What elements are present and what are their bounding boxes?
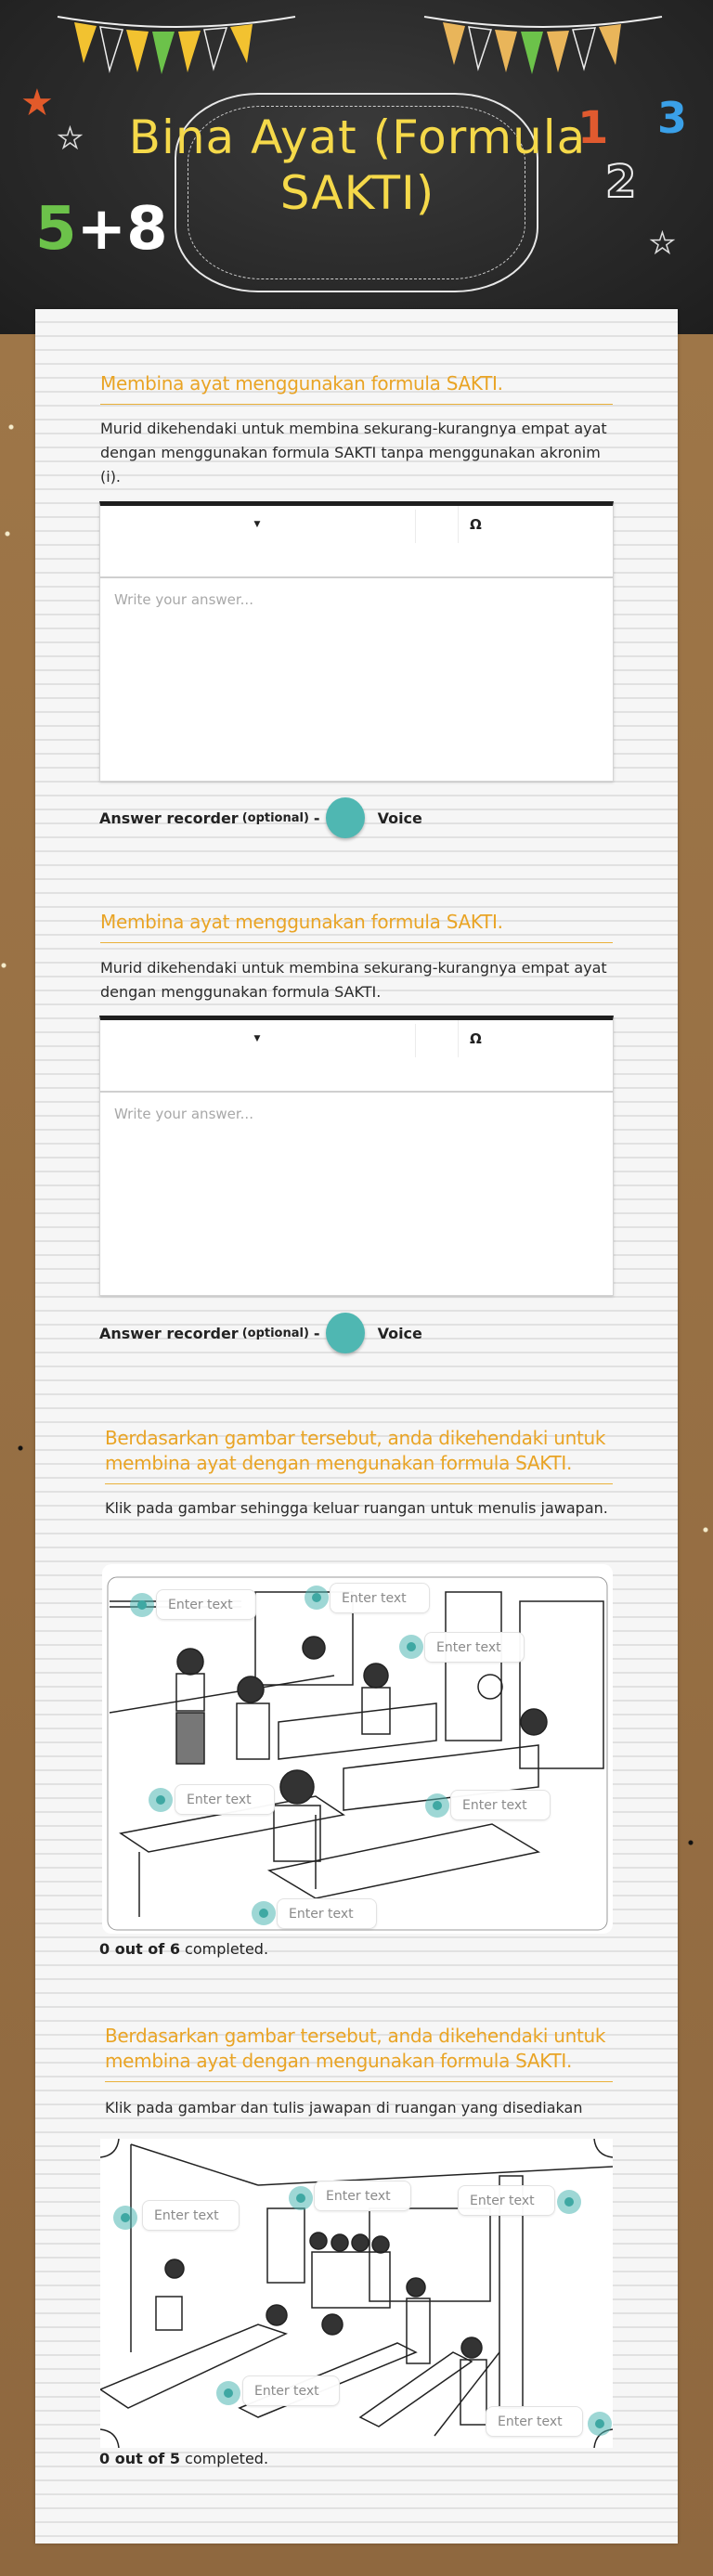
hotspot-marker[interactable] — [113, 2206, 137, 2230]
special-characters-button[interactable]: Ω — [470, 516, 482, 533]
question-3-description: Klik pada gambar sehingga keluar ruangan untuk menulis jawapan. — [105, 1499, 608, 1517]
progress-suffix: completed. — [179, 1940, 269, 1958]
hotspot-text-input[interactable]: Enter text — [486, 2406, 583, 2437]
editor-toolbar — [100, 1020, 613, 1093]
editor-toolbar — [100, 506, 613, 578]
question-4-title: Berdasarkan gambar tersebut, anda dikehendaki untuk membina ayat dengan mengunakan formula SAKTI. — [105, 2024, 613, 2082]
number-one-decoration: 1 — [577, 102, 609, 154]
hotspot-text-input[interactable]: Enter text — [314, 2181, 411, 2211]
recorder-dash: - — [313, 1324, 320, 1342]
question-1-description: Murid dikehendaki untuk membina sekurang-kurangnya empat ayat dengan menggunakan formula SAKTI tanpa menggunakan akronim (i). — [100, 420, 607, 485]
hotspot-marker[interactable] — [130, 1593, 154, 1617]
hotspot-text-input[interactable]: Enter text — [424, 1632, 525, 1663]
hotspot-marker[interactable] — [425, 1793, 449, 1818]
voice-label: Voice — [377, 809, 422, 827]
title-line-1: Bina Ayat (Formula — [128, 110, 587, 164]
question-4-description: Klik pada gambar dan tulis jawapan di ruangan yang disediakan — [105, 2099, 583, 2116]
recorder-label: Answer recorder — [99, 1324, 239, 1342]
bunting-right-decoration — [422, 9, 664, 84]
format-dropdown[interactable] — [100, 1020, 414, 1057]
record-voice-button[interactable] — [326, 1313, 365, 1353]
numbers-decoration: 5+8 — [35, 195, 168, 264]
hotspot-marker[interactable] — [588, 2412, 612, 2436]
hotspot-text-input[interactable]: Enter text — [175, 1784, 275, 1815]
question-2-title: Membina ayat menggunakan formula SAKTI. — [100, 910, 613, 943]
voice-label: Voice — [377, 1324, 422, 1342]
canteen-image[interactable] — [100, 2139, 613, 2448]
hotspot-marker[interactable] — [289, 2186, 313, 2210]
question-1-title: Membina ayat menggunakan formula SAKTI. — [100, 371, 613, 405]
progress-suffix: completed. — [179, 2450, 269, 2467]
special-characters-button[interactable]: Ω — [470, 1030, 482, 1047]
hotspot-text-input[interactable]: Enter text — [156, 1589, 256, 1620]
hotspot-text-input[interactable]: Enter text — [142, 2200, 240, 2231]
classroom-image[interactable] — [102, 1564, 613, 1934]
hotspot-marker[interactable] — [557, 2190, 581, 2214]
question-2-answer-recorder — [99, 1313, 422, 1353]
progress-count: 0 out of 5 — [99, 2450, 180, 2467]
question-2-editor — [99, 1016, 614, 1296]
question-3-progress — [99, 1940, 268, 1958]
hotspot-text-input[interactable]: Enter text — [277, 1898, 377, 1929]
hotspot-text-input[interactable]: Enter text — [450, 1790, 551, 1820]
page-title — [93, 110, 622, 221]
hotspot-text-input[interactable]: Enter text — [242, 2375, 340, 2406]
star-red-icon: ★ — [20, 82, 54, 124]
toolbar-button[interactable] — [416, 506, 459, 543]
hotspot-marker[interactable] — [216, 2381, 240, 2405]
progress-count: 0 out of 6 — [99, 1940, 180, 1958]
toolbar-button[interactable] — [416, 1020, 459, 1057]
question-3-title: Berdasarkan gambar tersebut, anda dikehendaki untuk membina ayat dengan mengunakan formula SAKTI. — [105, 1426, 613, 1484]
hotspot-marker[interactable] — [252, 1901, 276, 1925]
number-three-decoration: 3 — [657, 93, 688, 143]
recorder-optional-label: (optional) — [241, 810, 309, 825]
question-2-description: Murid dikehendaki untuk membina sekurang-kurangnya empat ayat dengan menggunakan formula SAKTI. — [100, 959, 607, 1001]
page-header — [0, 0, 713, 334]
answer-textarea[interactable] — [100, 1093, 613, 1295]
hotspot-marker[interactable] — [399, 1635, 423, 1659]
recorder-optional-label: (optional) — [241, 1326, 309, 1340]
recorder-dash: - — [313, 809, 320, 827]
number-two-decoration: 2 — [605, 156, 637, 208]
star-outline-icon: ★ — [650, 227, 675, 260]
record-voice-button[interactable] — [326, 797, 365, 838]
hotspot-marker[interactable] — [149, 1788, 173, 1812]
question-1-editor — [99, 501, 614, 782]
bunting-left-decoration — [56, 9, 297, 84]
caret-down-icon: ▼ — [253, 520, 261, 529]
question-1-answer-recorder — [99, 797, 422, 838]
format-dropdown[interactable] — [100, 506, 414, 543]
star-outline-icon: ★ — [58, 123, 83, 155]
hotspot-text-input[interactable]: Enter text — [458, 2185, 555, 2216]
question-4-progress — [99, 2450, 268, 2467]
caret-down-icon: ▼ — [253, 1034, 261, 1043]
hotspot-marker[interactable] — [305, 1586, 329, 1610]
answer-textarea[interactable] — [100, 578, 613, 781]
hotspot-text-input[interactable]: Enter text — [330, 1583, 430, 1613]
recorder-label: Answer recorder — [99, 809, 239, 827]
title-line-2: SAKTI) — [279, 166, 435, 220]
